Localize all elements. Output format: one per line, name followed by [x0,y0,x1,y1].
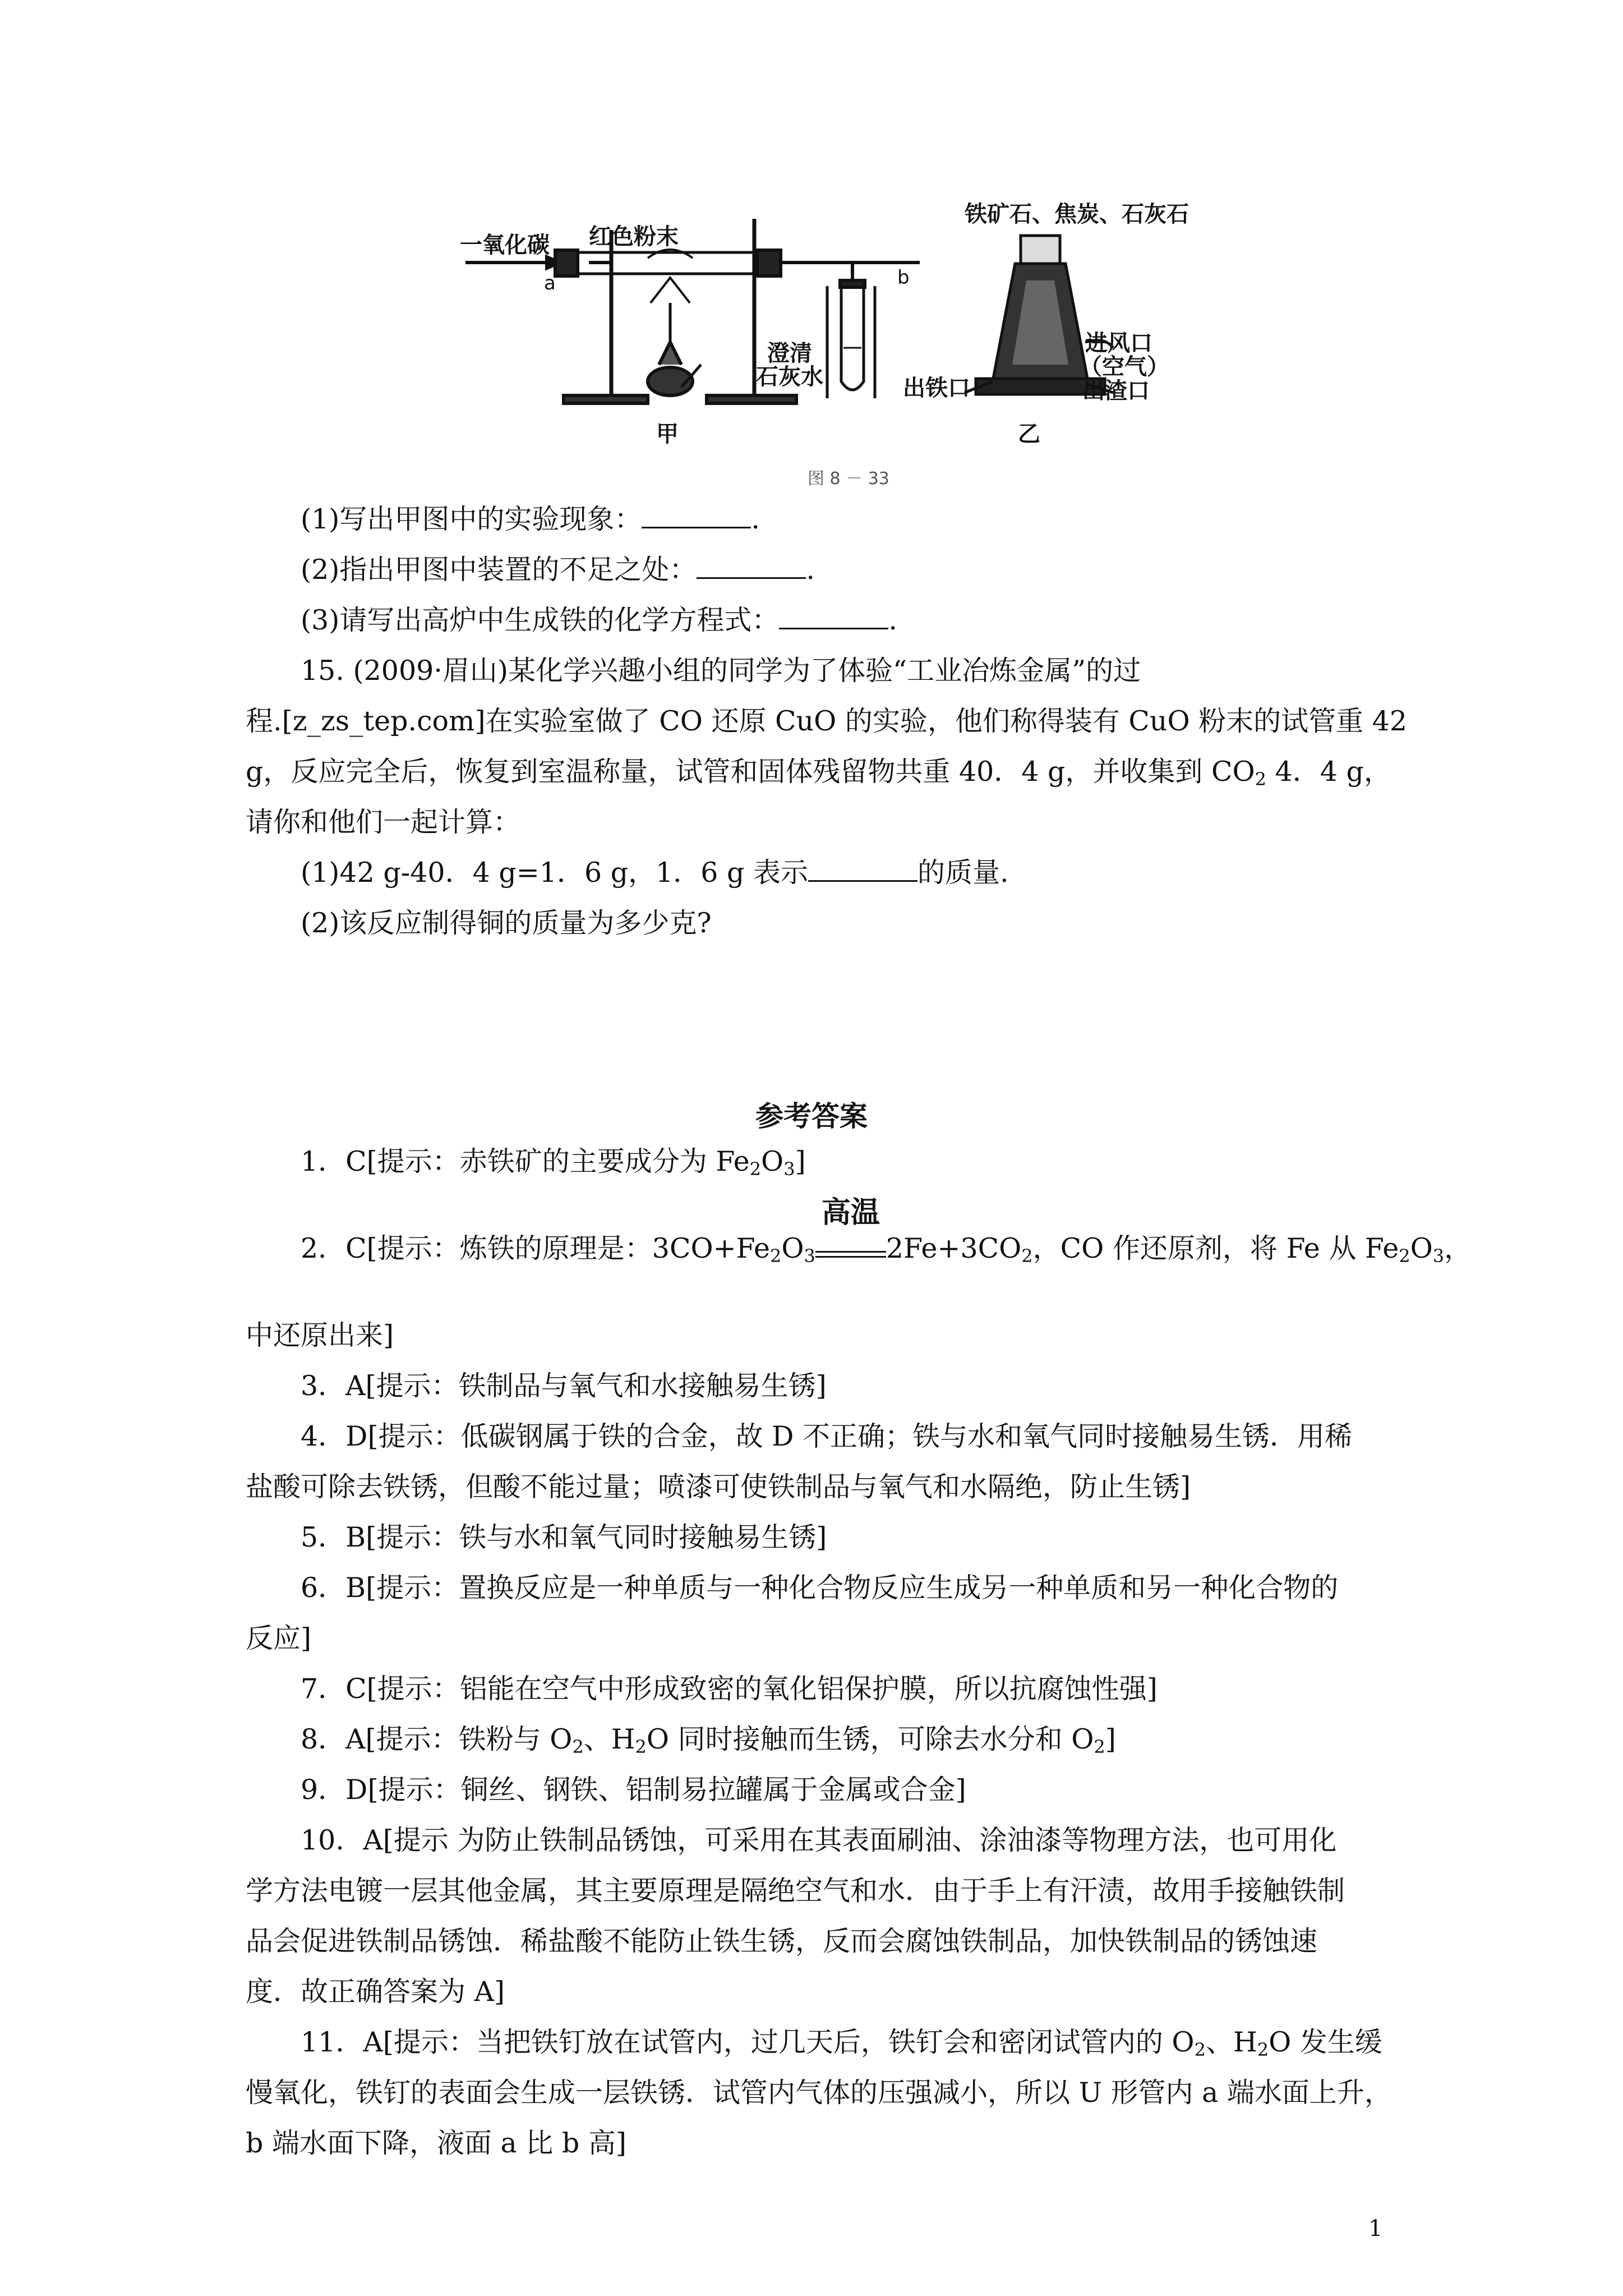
furnace-input-label: 铁矿石、焦炭、石灰石 [965,201,1189,227]
slag-outlet-label: 出渣口 [1082,378,1150,404]
q14-part2: (2)指出甲图中装置的不足之处： . [301,554,815,586]
limewater-label-2: 石灰水 [756,364,823,390]
iron-outlet-label: 出铁口 [903,375,970,401]
answer-8: 8．A[提示：铁粉与 $O_2$、$H_2O$ 同时接触而生锈，可除去水分和 $O_2$] [301,1723,1116,1757]
air-label: （空气） [1080,354,1169,380]
answer-3: 3．A[提示：铁制品与氧气和水接触易生锈] [301,1370,827,1402]
reaction-condition: 高温 [815,1236,886,1258]
answer-9: 9．D[提示：铜丝、钢铁、铝制易拉罐属于金属或合金] [301,1774,966,1806]
q14-part3: (3)请写出高炉中生成铁的化学方程式： . [301,604,897,636]
q15-part2: (2)该反应制得铜的质量为多少克? [301,907,712,939]
answer-1: 1．C[提示：赤铁矿的主要成分为 $Fe_2O_3$] [301,1145,806,1180]
label-b: b [897,266,910,289]
answer-10-line4: 度．故正确答案为 A] [246,1976,505,2008]
figure-caption: 图 8 － 33 [808,469,889,489]
answer-10-line3: 品会促进铁制品锈蚀．稀盐酸不能防止铁生锈，反而会腐蚀铁制品，加快铁制品的锈蚀速 [246,1925,1318,1957]
q14-part1: (1)写出甲图中的实验现象： . [301,503,760,535]
answer-2: 2．C[提示：炼铁的原理是：$3CO+Fe_2O_3$ 高温 $2Fe+3CO_2$，CO 作还原剂，将 Fe 从 $Fe_2O_3$， [301,1196,1472,1267]
page-number: 1 [1368,2216,1383,2242]
answer-2-cont: 中还原出来] [246,1319,394,1351]
answer-6-line1: 6．B[提示：置换反应是一种单质与一种化合物反应生成另一种单质和另一种化合物的 [301,1572,1339,1604]
answer-11-line1: 11．A[提示：当把铁钉放在试管内，过几天后，铁钉会和密闭试管内的 $O_2$、$H_2O$ 发生缓 [301,2026,1382,2060]
co-label: 一氧化碳 [460,232,550,258]
answer-4-line2: 盐酸可除去铁锈，但酸不能过量；喷漆可使铁制品与氧气和水隔绝，防止生锈] [246,1471,1191,1503]
answer-10-line1: 10．A[提示 为防止铁制品锈蚀，可采用在其表面刷油、涂油漆等物理方法，也可用化 [301,1824,1337,1856]
figure-8-33 [460,196,1273,488]
q15-line1: 15. (2009·眉山)某化学兴趣小组的同学为了体验“工业冶炼金属”的过 [301,655,1141,687]
answer-4-line1: 4．D[提示：低碳钢属于铁的合金，故 D 不正确；铁与水和氧气同时接触易生锈．用稀 [301,1420,1353,1452]
answer-7: 7．C[提示：铝能在空气中形成致密的氧化铝保护膜，所以抗腐蚀性强] [301,1673,1158,1705]
q15-part1: (1)42 g-40．4 g=1．6 g，1．6 g 表示 的质量. [301,857,1009,889]
red-powder-label: 红色粉末 [589,224,679,250]
yi-label: 乙 [1018,421,1040,447]
jia-label: 甲 [656,421,679,447]
label-a: a [544,272,556,295]
air-inlet-label: 进风口 [1085,330,1152,356]
answers-title: 参考答案 [755,1100,868,1133]
answer-11-line2: 慢氧化，铁钉的表面会生成一层铁锈．试管内气体的压强减小，所以 U 形管内 a 端水面上升， [246,2077,1392,2109]
answer-5: 5．B[提示：铁与水和氧气同时接触易生锈] [301,1521,827,1553]
limewater-label-1: 澄清 [767,341,812,366]
answer-10-line2: 学方法电镀一层其他金属，其主要原理是隔绝空气和水．由于手上有汗渍，故用手接触铁制 [246,1875,1345,1907]
q15-line3: g，反应完全后，恢复到室温称量，试管和固体残留物共重 40．4 g，并收集到 $CO_2$ 4．4 g， [246,756,1391,790]
q15-line2: 程.[z_zs_tep.com]在实验室做了 CO 还原 CuO 的实验，他们称得装有 CuO 粉末的试管重 42 [246,705,1408,737]
answer-11-line3: b 端水面下降，液面 a 比 b 高] [246,2127,626,2159]
answer-6-line2: 反应] [246,1622,312,1654]
q15-line4: 请你和他们一起计算： [246,806,521,838]
